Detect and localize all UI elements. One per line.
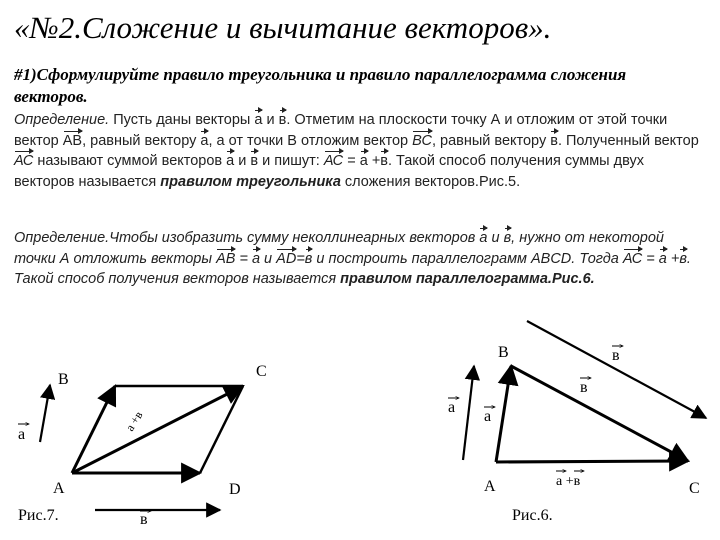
vector-b: в: [279, 110, 287, 131]
text-fragment: сложения векторов.Рис.5.: [344, 173, 521, 190]
free-vector-a-label: а: [18, 426, 26, 443]
sum-label: а +в: [122, 408, 146, 434]
vector-b: в: [380, 151, 388, 172]
text-fragment: , нужно от некоторой точки А отложить векторы: [14, 230, 664, 267]
vector-a: а: [200, 131, 208, 152]
text-fragment: . Полученный вектор: [557, 132, 699, 149]
free-vector-a-arrow: [463, 366, 474, 460]
vector-bc: ВС: [412, 131, 432, 152]
text-fragment: называют суммой векторов: [37, 153, 223, 169]
point-c-label: С: [689, 480, 700, 497]
figures: [0, 300, 720, 540]
plus-sign: +: [670, 250, 680, 267]
text-fragment: . Такой способ получения суммы двух векторов называется: [14, 153, 644, 190]
equals-sign: =: [347, 153, 356, 169]
equals-sign: =: [239, 250, 248, 267]
rule-name-triangle: правилом треугольника: [160, 173, 341, 190]
vector-ac: АС: [324, 151, 343, 172]
vector-ab-arrow: [496, 366, 511, 462]
vector-ac: АС: [623, 249, 642, 270]
point-d-label: D: [229, 481, 241, 498]
point-a-label: А: [53, 480, 65, 497]
vector-a: а: [252, 249, 260, 270]
vector-ac: АС: [14, 151, 33, 172]
text-fragment: , равный вектору: [431, 132, 547, 149]
point-a-label: А: [484, 478, 496, 495]
segment-cd: [200, 386, 243, 473]
text-fragment: Чтобы изобразить сумму неколлинеарных векторов: [109, 230, 476, 246]
text-fragment: и: [238, 153, 247, 169]
vector-a: а: [226, 151, 234, 172]
text-fragment: , равный вектору: [82, 132, 197, 149]
vector-ac-arrow: [496, 461, 688, 462]
vector-a-label: а: [484, 408, 492, 425]
vector-b-label: в: [580, 379, 588, 396]
vector-a: а: [659, 249, 667, 270]
equals-sign: =: [646, 250, 655, 267]
vector-b: в: [550, 131, 558, 152]
point-b-label: В: [498, 344, 509, 361]
definition-label: Определение.: [14, 112, 110, 128]
equals-sign: =: [296, 250, 305, 267]
vector-a: а: [254, 110, 262, 131]
text-fragment: и пишут:: [262, 153, 320, 169]
page-title: «№2.Сложение и вычитание векторов».: [14, 10, 552, 45]
free-vector-a-arrow: [40, 385, 50, 442]
vector-b: в: [305, 249, 313, 270]
point-b-label: В: [58, 371, 69, 388]
rule-name-parallelogram: правилом параллелограмма.Рис.6.: [340, 271, 595, 287]
text-fragment: и: [264, 250, 273, 267]
vector-a: а: [479, 228, 487, 249]
figure-6-triangle: [448, 321, 706, 524]
text-fragment: Пусть даны векторы: [113, 112, 251, 128]
text-fragment: и построить параллелограмм ABCD. Тогда: [316, 250, 619, 267]
vector-b: в: [679, 249, 687, 270]
vector-ab-arrow: [72, 386, 115, 473]
vector-ab: АВ: [216, 249, 235, 270]
text-fragment: и: [266, 112, 275, 128]
text-fragment: . Такой способ получения векторов называется: [14, 250, 691, 287]
text-fragment: . Отметим на плоскости точку А и отложим от этой точки вектор: [14, 112, 668, 149]
free-vector-b-label: в: [140, 511, 148, 528]
question-text: #1)Сформулируйте правило треугольника и правило параллелограмма сложения векторов.: [14, 65, 627, 106]
figure-7-parallelogram: [18, 363, 267, 528]
definition-triangle-rule: [14, 110, 704, 192]
free-vector-b-arrow: [527, 321, 706, 418]
figure-7-caption: Рис.7.: [18, 507, 59, 524]
definition-label: Определение.: [14, 230, 110, 246]
vector-b: в: [250, 151, 258, 172]
vector-a: а: [360, 151, 368, 172]
figure-6-caption: Рис.6.: [512, 507, 553, 524]
vector-bc-arrow: [511, 366, 688, 461]
free-vector-b-label: в: [612, 347, 620, 364]
text-fragment: и: [491, 230, 500, 246]
sum-label: а +в: [556, 474, 581, 489]
vector-b: в: [504, 228, 512, 249]
vector-ab: АВ: [63, 131, 82, 152]
vector-ac-arrow: [72, 386, 243, 473]
point-c-label: С: [256, 363, 267, 380]
text-fragment: , а от точки В отложим вектор: [208, 132, 409, 149]
plus-sign: +: [371, 153, 381, 169]
free-vector-a-label: а: [448, 399, 456, 416]
definition-parallelogram-rule: [14, 228, 704, 290]
vector-ad: AD: [276, 249, 296, 270]
